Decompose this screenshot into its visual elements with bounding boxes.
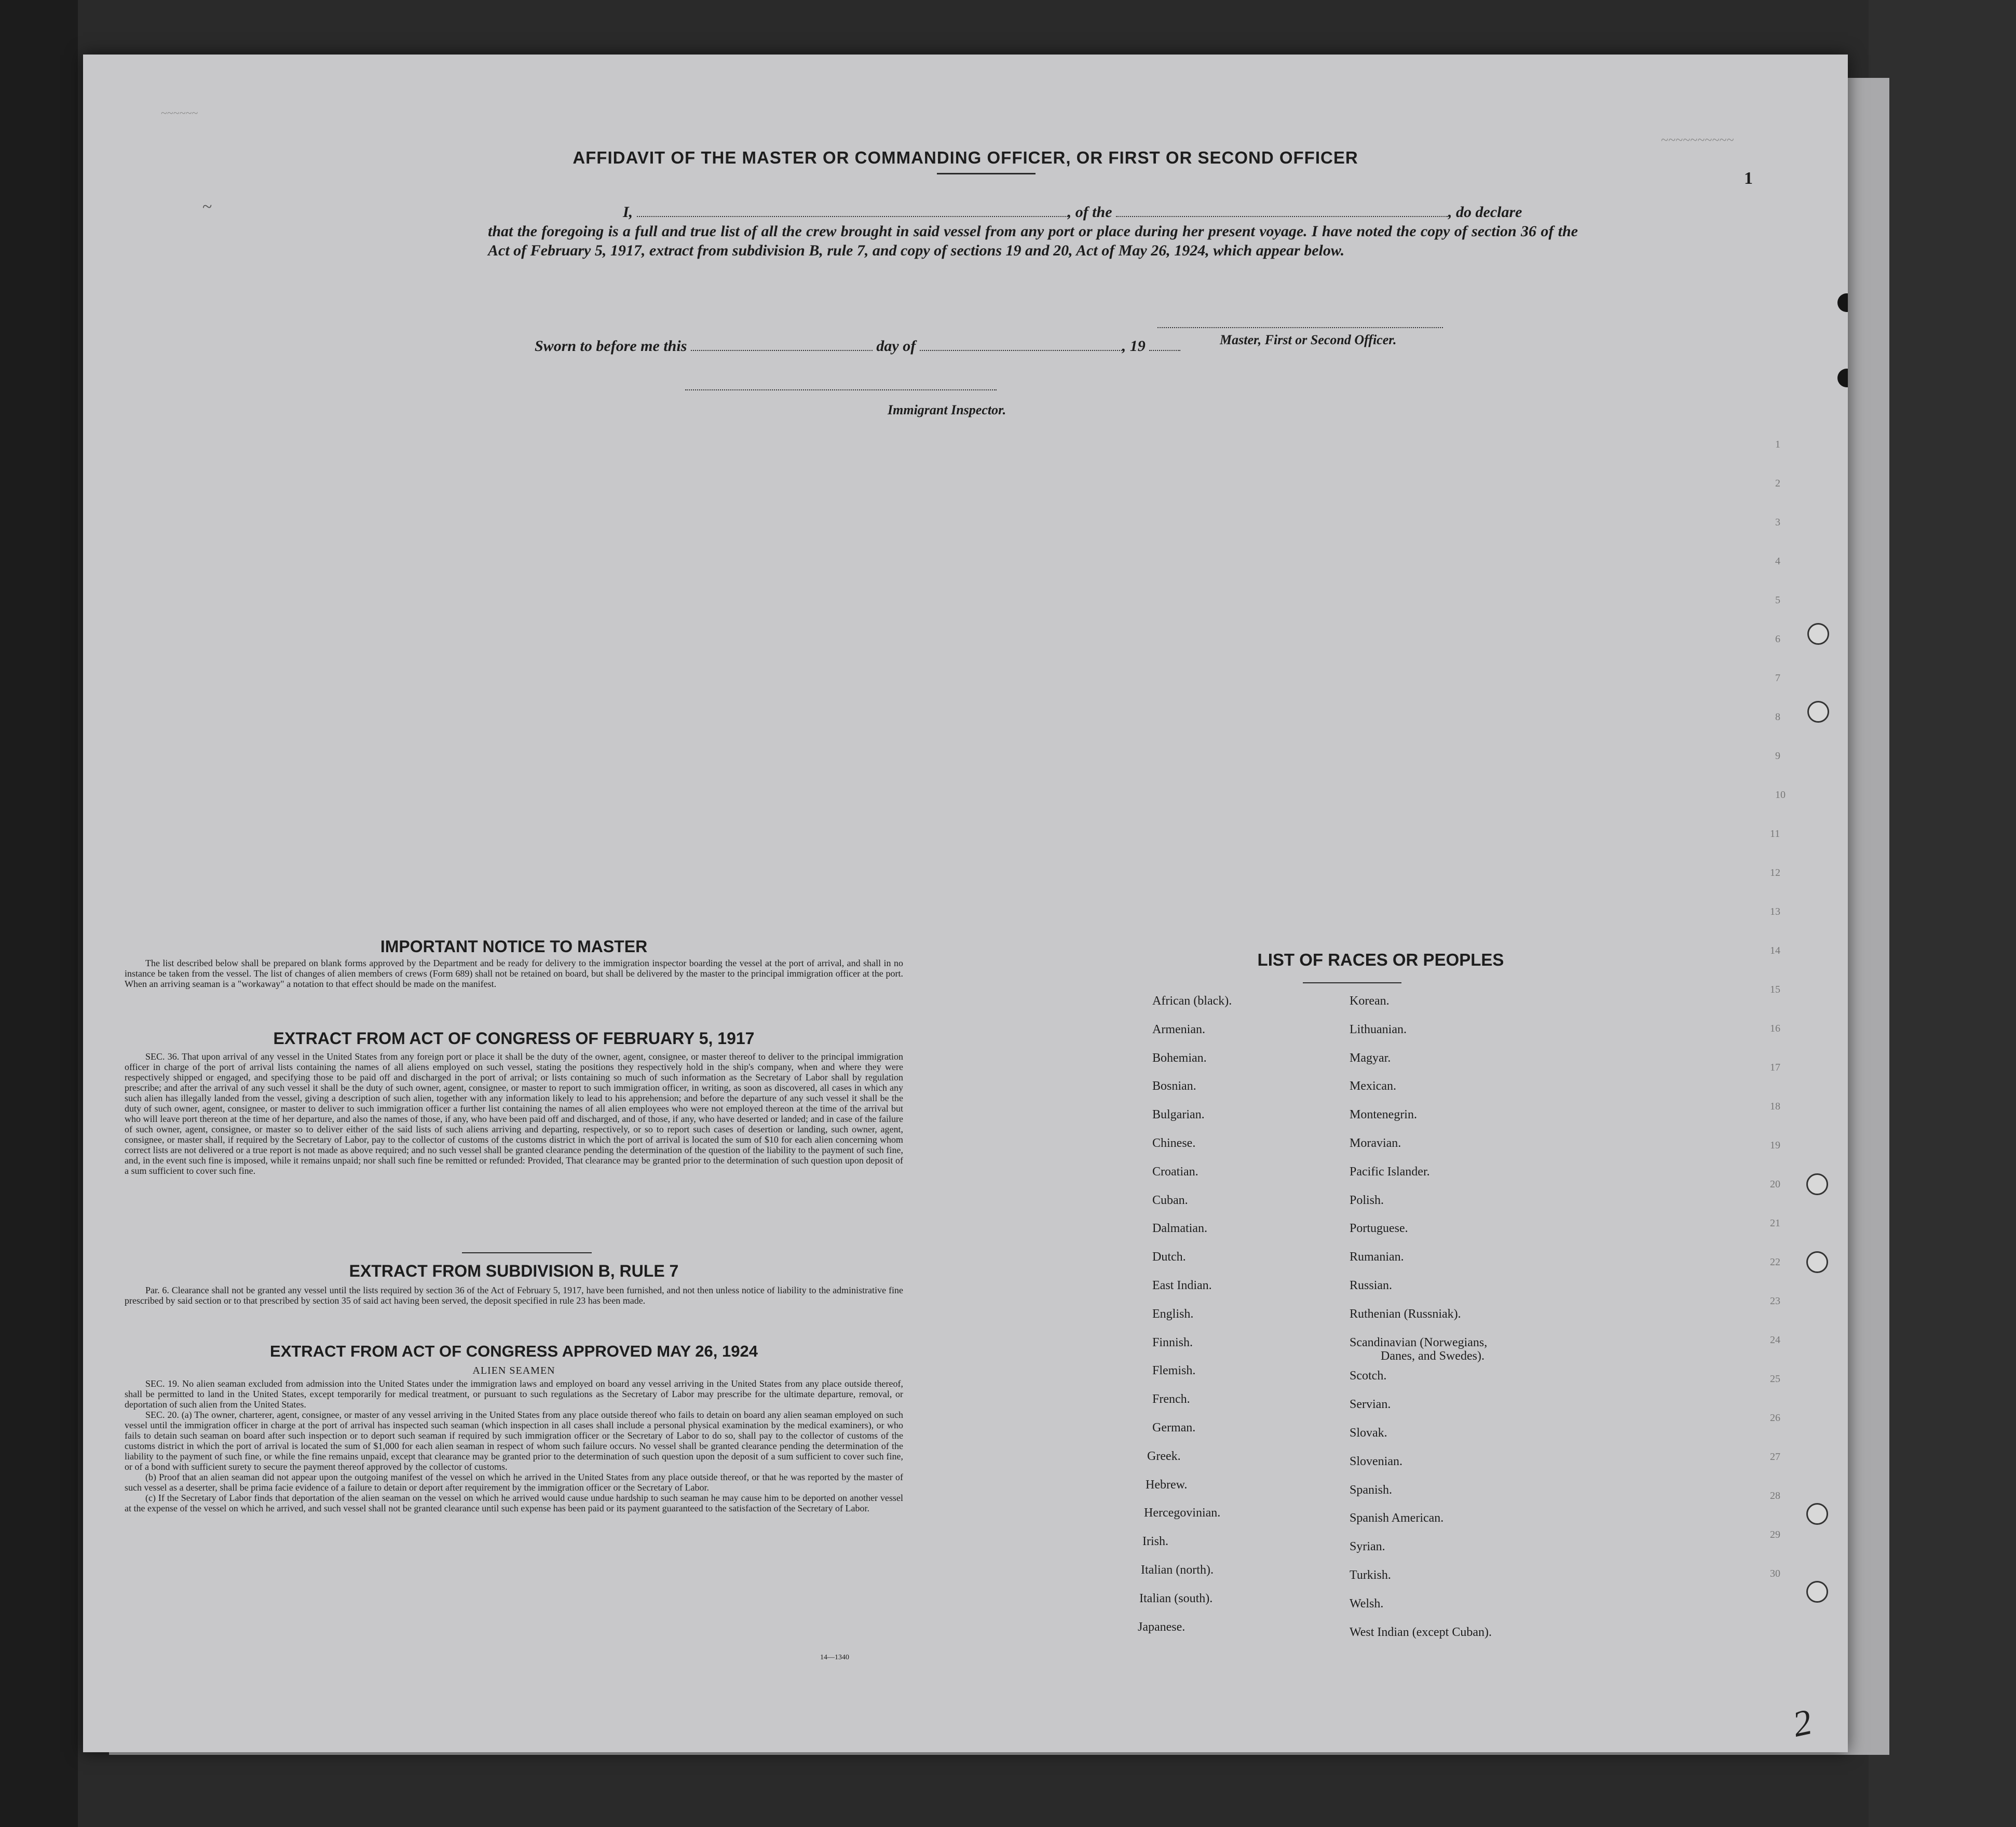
- binding-ring: [1806, 1251, 1828, 1273]
- row-number: 22: [1770, 1256, 1780, 1268]
- of-the-label: , of the: [1067, 204, 1112, 221]
- race-item: Russian.: [1350, 1279, 1393, 1292]
- handwritten-page-number: 2: [1789, 1702, 1816, 1745]
- row-number: 14: [1770, 945, 1780, 956]
- races-right-column: [1350, 994, 1609, 1700]
- race-item: Flemish.: [1152, 1364, 1196, 1377]
- extract-1917-title: EXTRACT FROM ACT OF CONGRESS OF FEBRUARY 5, 1917: [273, 1029, 755, 1048]
- section-20c-paragraph: (c) If the Secretary of Labor finds that deportation of the alien seaman on the vessel on which he arrived would cause undue hardship to such seaman he may cause him to be deported on another vessel at the expense of the vessel on which he arrived, and such vessel shall not be granted clearance until such expense has been paid or its payment guaranteed to the satisfaction of the Secretary of Labor.: [125, 1493, 903, 1513]
- race-item: Magyar.: [1350, 1051, 1391, 1065]
- row-number: 13: [1770, 906, 1780, 917]
- race-item: East Indian.: [1152, 1279, 1212, 1292]
- row-number: 1: [1775, 439, 1780, 450]
- race-item: African (black).: [1152, 994, 1232, 1008]
- row-number: 12: [1770, 867, 1780, 878]
- year-label: , 19: [1122, 337, 1146, 355]
- race-item: Spanish American.: [1350, 1511, 1444, 1525]
- race-item: Croatian.: [1152, 1165, 1198, 1179]
- race-item: Bosnian.: [1152, 1079, 1196, 1093]
- rule-7-text: [125, 1285, 903, 1306]
- master-caption: Master, First or Second Officer.: [1220, 332, 1397, 347]
- race-item: West Indian (except Cuban).: [1350, 1626, 1492, 1639]
- rule-7-paragraph: Par. 6. Clearance shall not be granted any vessel until the lists required by section 36 of the Act of February 5, 1917, have been furnished, and not then unless notice of liability to the administrative fine prescribed by said section or to that prescribed by section 35 of said act having been served, the deposit specified in rule 23 has been made.: [125, 1285, 903, 1306]
- race-item: Greek.: [1147, 1450, 1181, 1463]
- race-item-continuation: Danes, and Swedes).: [1381, 1349, 1484, 1363]
- row-number-column: [1770, 439, 1796, 1607]
- rule-7-title: EXTRACT FROM SUBDIVISION B, RULE 7: [349, 1262, 679, 1280]
- row-number: 19: [1770, 1140, 1780, 1151]
- notice-paragraph: The list described below shall be prepared on blank forms approved by the Department and be ready for delivery to the immigration inspector boarding the vessel at the port of arrival, and shall in no instance be taken from the vessel. The list of changes of alien members of crews (Form 689) shall not be retained on board, but shall be delivered by the master to the principal immigration officer at the port. When an arriving seaman is a "workaway" a notation to that effect should be made on the manifest.: [125, 958, 903, 989]
- race-item: Italian (north).: [1141, 1563, 1214, 1577]
- race-item: Scotch.: [1350, 1369, 1387, 1383]
- race-item: Japanese.: [1138, 1620, 1186, 1634]
- row-number: 18: [1770, 1101, 1780, 1112]
- row-number: 10: [1775, 789, 1786, 801]
- race-item: Montenegrin.: [1350, 1108, 1417, 1121]
- race-item: Spanish.: [1350, 1483, 1393, 1497]
- race-item: Cuban.: [1152, 1194, 1188, 1207]
- day-of-label: day of: [876, 337, 916, 355]
- year-blank: [1149, 339, 1180, 351]
- race-item: Irish.: [1142, 1535, 1168, 1548]
- race-item: Welsh.: [1350, 1597, 1384, 1611]
- row-number: 20: [1770, 1179, 1780, 1190]
- row-number: 7: [1775, 672, 1780, 684]
- inspector-caption: Immigrant Inspector.: [888, 402, 1006, 417]
- race-item: Moravian.: [1350, 1136, 1401, 1150]
- section-20b-paragraph: (b) Proof that an alien seaman did not appear upon the outgoing manifest of the vessel on which he arrived in the United States from any place outside thereof, or that he was reported by the master of such vessel as a deserter, shall be prima facie evidence of a failure to detain or deport after requirement by the immigration officer or the Secretary of Labor.: [125, 1472, 903, 1493]
- scan-border-left: [0, 0, 78, 1827]
- bleed-through-mark: ~~~~~~: [161, 106, 198, 119]
- binding-ring: [1807, 701, 1829, 723]
- name-blank: [637, 205, 1068, 217]
- race-item: Portuguese.: [1350, 1222, 1408, 1235]
- row-number: 17: [1770, 1062, 1780, 1073]
- races-left-column: [1138, 994, 1339, 1700]
- month-blank: [920, 339, 1122, 351]
- sworn-label: Sworn to before me this: [535, 337, 687, 355]
- row-number: 6: [1775, 633, 1780, 645]
- race-item: Dalmatian.: [1152, 1222, 1207, 1235]
- race-item: Polish.: [1350, 1194, 1384, 1207]
- race-item: Turkish.: [1350, 1568, 1391, 1582]
- race-item: Bohemian.: [1152, 1051, 1207, 1065]
- form-number: 14—1340: [820, 1654, 849, 1661]
- day-blank: [691, 339, 873, 351]
- i-label: I,: [623, 204, 633, 221]
- race-item: Lithuanian.: [1350, 1023, 1407, 1036]
- row-number: 23: [1770, 1295, 1780, 1307]
- row-number: 8: [1775, 711, 1780, 723]
- alien-seamen-subtitle: ALIEN SEAMEN: [472, 1365, 555, 1376]
- affidavit-text: that the foregoing is a full and true list of all the crew brought in said vessel from any port or place during her present voyage. I have noted the copy of section 36 of the Act of February 5, 1917, extract from subdivision B, rule 7, and copy of sections 19 and 20, Act of May 26, 1924, which appear below.: [488, 223, 1578, 259]
- row-number: 15: [1770, 984, 1780, 995]
- race-item: French.: [1152, 1392, 1190, 1406]
- binding-ring: [1806, 1503, 1828, 1525]
- row-number: 29: [1770, 1529, 1780, 1540]
- race-item: Ruthenian (Russniak).: [1350, 1307, 1461, 1321]
- row-number: 24: [1770, 1334, 1780, 1346]
- race-item: Dutch.: [1152, 1250, 1186, 1264]
- race-item: Servian.: [1350, 1398, 1391, 1411]
- notice-title: IMPORTANT NOTICE TO MASTER: [380, 937, 648, 956]
- race-item: Slovenian.: [1350, 1455, 1402, 1468]
- row-number: 27: [1770, 1451, 1780, 1463]
- row-number: 25: [1770, 1373, 1780, 1385]
- races-title-underline: [1303, 982, 1401, 983]
- row-number: 4: [1775, 556, 1780, 567]
- binding-ring: [1806, 1173, 1828, 1195]
- notice-text: [125, 958, 903, 989]
- affidavit-statement: [488, 202, 1578, 260]
- row-number: 9: [1775, 750, 1780, 762]
- race-item: Bulgarian.: [1152, 1108, 1205, 1121]
- row-number: 3: [1775, 517, 1780, 528]
- vessel-blank: [1116, 205, 1448, 217]
- row-number: 16: [1770, 1023, 1780, 1034]
- section-20a-paragraph: SEC. 20. (a) The owner, charterer, agent, consignee, or master of any vessel arriving in the United States from any place outside thereof who fails to detain on board any alien seaman employed on such vessel until the immigration officer in charge at the port of arrival has inspected such seaman (which inspection in all cases shall include a personal physical examination by the medical examiners), or who fails to detain such seaman on board after such inspection or to deport such seaman if required by such immigration officer or the Secretary of Labor to do so, shall pay to the collector of customs of the customs district in which the port of arrival is located the sum of $1,000 for each alien seaman in respect of whom such failure occurs. No vessel shall be granted clearance pending the determination of the liability to the payment of such fine, or while the fine remains unpaid, except that clearance may be granted prior to the determination of such question upon the deposit of a sum sufficient to cover such fine, or of a bond with sufficient surety to secure the payment thereof approved by the collector of customs.: [125, 1410, 903, 1472]
- row-number: 28: [1770, 1490, 1780, 1501]
- race-item: Finnish.: [1152, 1336, 1193, 1349]
- title-underline: [937, 173, 1036, 174]
- section-36-paragraph: SEC. 36. That upon arrival of any vessel in the United States from any foreign port or place it shall be the duty of the owner, agent, consignee, or master thereof to deliver to the principal immigration officer in charge of the port of arrival lists containing the names of all aliens employed on such vessel, stating the positions they respectively hold in the ship's company, when and where they were respectively shipped or engaged, and specifying those to be paid off and discharged in the port of arrival; or lists containing so much of such information as the Secretary of Labor shall by regulation prescribe; and after the arrival of any such vessel it shall be the duty of such owner, agent, consignee, or master to report to such immigration officer, in writing, as soon as discovered, all cases in which any such alien has illegally landed from the vessel, giving a description of such alien, together with any information likely to lead to his apprehension; and before the departure of any such vessel it shall be the duty of such owner, agent, consignee, or master to deliver to such immigration officer a further list containing the names of all alien employees who were not employed thereon at the time of the arrival but who will leave port thereon at the time of her departure, and also the names of those, if any, who have been paid off and discharged, and of those, if any, who have deserted or landed; and in case of the failure of such owner, agent, consignee, or master so to deliver either of the said lists of such aliens arriving and departing, respectively, or so to report such cases of desertion or landing, such owner, agent, consignee, or master shall, if required by the Secretary of Labor, pay to the collector of customs of the customs district in which the port of arrival is located the sum of $10 for each alien concerning whom correct lists are not delivered or a true report is not made as above required; and no such vessel shall be granted clearance pending the determination of the question of the liability to the payment of such fine, and, in the event such fine is imposed, while it remains unpaid; nor shall such fine be remitted or refunded: Provided, That clearance may be granted prior to the determination of such question upon deposit of a sum sufficient to cover such fine.: [125, 1051, 903, 1176]
- race-item: Italian (south).: [1139, 1592, 1213, 1605]
- binding-ring: [1806, 1581, 1828, 1603]
- races-title: LIST OF RACES OR PEOPLES: [1257, 950, 1504, 969]
- page-mark: 1: [1744, 169, 1753, 188]
- binding-hole: [1837, 293, 1848, 312]
- race-item: Chinese.: [1152, 1136, 1196, 1150]
- race-item: English.: [1152, 1307, 1194, 1321]
- race-item: Hercegovinian.: [1144, 1506, 1221, 1520]
- row-number: 11: [1770, 828, 1780, 840]
- bleed-through-mark: ~: [202, 197, 212, 216]
- row-number: 26: [1770, 1412, 1780, 1424]
- document-page: [83, 55, 1848, 1752]
- race-item: Rumanian.: [1350, 1250, 1404, 1264]
- extract-1924-text: [125, 1378, 903, 1513]
- sworn-line: [535, 337, 1180, 355]
- bleed-through-mark: ~~~~~~~~~~: [1661, 132, 1734, 147]
- scan-border-right: [1869, 0, 2016, 1827]
- row-number: 21: [1770, 1217, 1780, 1229]
- race-item: Korean.: [1350, 994, 1390, 1008]
- section-divider: [462, 1252, 592, 1253]
- do-declare-label: , do declare: [1448, 204, 1522, 221]
- row-number: 5: [1775, 594, 1780, 606]
- binding-ring: [1807, 623, 1829, 645]
- race-item: Armenian.: [1152, 1023, 1205, 1036]
- race-item: German.: [1152, 1421, 1196, 1434]
- binding-hole: [1837, 369, 1848, 387]
- section-19-paragraph: SEC. 19. No alien seaman excluded from admission into the United States under the immigration laws and employed on board any vessel arriving in the United States from any place outside thereof, shall be permitted to land in the United States, except temporarily for medical treatment, or pursuant to such regulations as the Secretary of Labor may prescribe for the ultimate departure, removal, or deportation of such alien from the United States.: [125, 1378, 903, 1410]
- race-item: Pacific Islander.: [1350, 1165, 1430, 1179]
- race-item: Slovak.: [1350, 1426, 1387, 1440]
- affidavit-title: AFFIDAVIT OF THE MASTER OR COMMANDING OFFICER, OR FIRST OR SECOND OFFICER: [573, 148, 1358, 167]
- race-item: Scandinavian (Norwegians,: [1350, 1336, 1488, 1349]
- row-number: 2: [1775, 478, 1780, 489]
- extract-1917-text: [125, 1051, 903, 1176]
- row-number: 30: [1770, 1568, 1780, 1579]
- race-item: Hebrew.: [1146, 1478, 1188, 1492]
- inspector-signature-line: [685, 389, 997, 390]
- extract-1924-title: EXTRACT FROM ACT OF CONGRESS APPROVED MAY 26, 1924: [270, 1342, 758, 1360]
- race-item: Mexican.: [1350, 1079, 1396, 1093]
- race-item: Syrian.: [1350, 1540, 1385, 1553]
- master-signature-line: [1157, 327, 1443, 328]
